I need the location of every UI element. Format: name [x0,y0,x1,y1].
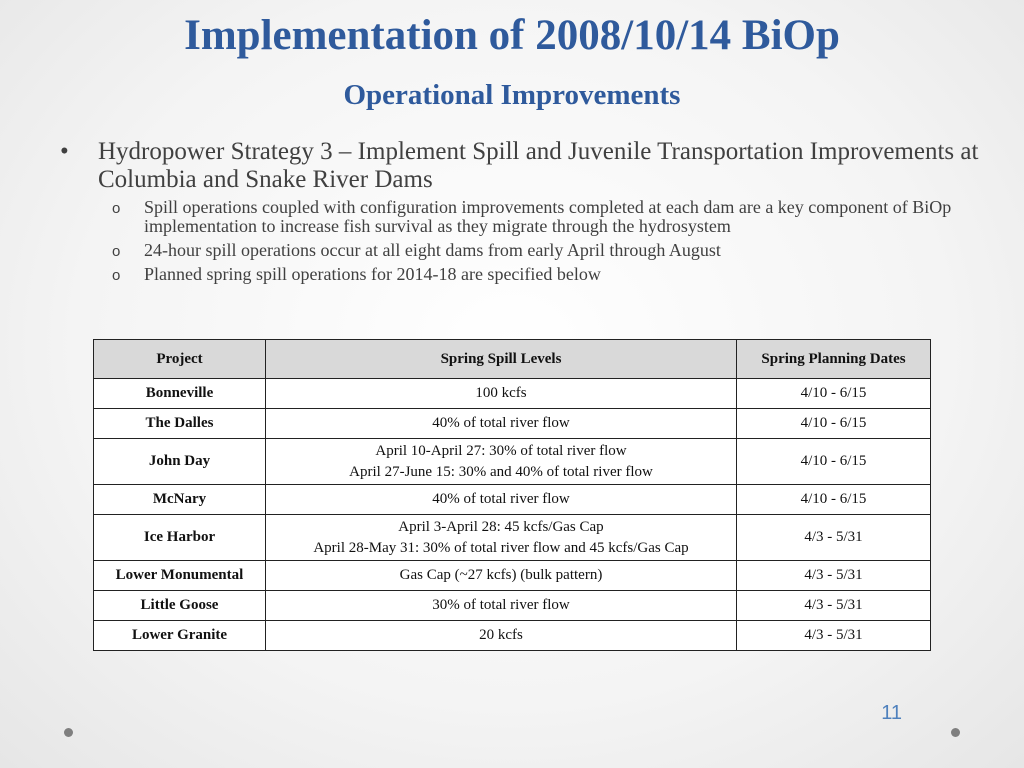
sub-bullet-text: Planned spring spill operations for 2014-18 are specified below [144,264,601,284]
sub-bullet [112,265,980,284]
sub-bullet-text: Spill operations coupled with configuration improvements completed at each dam are a key component of BiOp implementation to increase fish survival as they migrate through the hydrosystem [144,197,952,236]
header-spill-levels: Spring Spill Levels [266,340,737,379]
cell-spill-level [266,591,737,621]
bullet-marker: • [60,138,69,165]
cell-project: John Day [94,439,266,485]
corner-dot-left [64,728,73,737]
spill-level-line: Gas Cap (~27 kcfs) (bulk pattern) [399,567,603,583]
spill-level-line: 100 kcfs [475,385,527,401]
sub-bullet [112,241,980,260]
cell-spill-level [266,439,737,485]
cell-spill-level [266,485,737,515]
spill-level-line: April 28-May 31: 30% of total river flow and 45 kcfs/Gas Cap [313,539,689,556]
spill-level-line: 40% of total river flow [432,491,570,507]
spill-level-line: April 3-April 28: 45 kcfs/Gas Cap [398,518,604,535]
cell-dates: 4/10 - 6/15 [737,485,931,515]
sub-bullet-marker: o [112,200,121,217]
cell-spill-level [266,621,737,651]
cell-spill-level [266,561,737,591]
sub-bullet-marker: o [112,243,121,260]
corner-dot-right [951,728,960,737]
table-row [94,515,931,561]
spill-operations-table [93,339,931,651]
table-row [94,409,931,439]
spill-level-line: 30% of total river flow [432,597,570,613]
spill-level-line: 20 kcfs [479,627,523,643]
cell-project: Ice Harbor [94,515,266,561]
cell-spill-level [266,379,737,409]
cell-project: Lower Granite [94,621,266,651]
cell-project: McNary [94,485,266,515]
cell-spill-level [266,515,737,561]
main-bullet-text: Hydropower Strategy 3 – Implement Spill and Juvenile Transportation Improvements at Columbia and Snake River Dams [98,138,979,193]
sub-bullet [112,198,980,236]
cell-project: Little Goose [94,591,266,621]
spill-level-line: April 27-June 15: 30% and 40% of total river flow [349,463,653,480]
table-row [94,379,931,409]
cell-project: Lower Monumental [94,561,266,591]
cell-project: The Dalles [94,409,266,439]
cell-dates: 4/3 - 5/31 [737,591,931,621]
table-row [94,621,931,651]
cell-dates: 4/3 - 5/31 [737,561,931,591]
table-row [94,485,931,515]
slide-subtitle: Operational Improvements [343,79,681,111]
cell-dates: 4/10 - 6/15 [737,379,931,409]
table-row [94,591,931,621]
sub-bullet-text: 24-hour spill operations occur at all eight dams from early April through August [144,240,721,260]
header-planning-dates: Spring Planning Dates [737,340,931,379]
page-number: 11 [881,702,902,724]
spill-level-line: 40% of total river flow [432,415,570,431]
cell-dates: 4/3 - 5/31 [737,515,931,561]
cell-dates: 4/10 - 6/15 [737,439,931,485]
cell-dates: 4/10 - 6/15 [737,409,931,439]
sub-bullet-list [60,198,980,284]
spill-level-line: April 10-April 27: 30% of total river flow [375,442,627,459]
cell-project: Bonneville [94,379,266,409]
slide-title: Implementation of 2008/10/14 BiOp [184,12,840,59]
table-row [94,439,931,485]
table-header-row [94,340,931,379]
bullet-list [60,138,980,289]
sub-bullet-marker: o [112,267,121,284]
table-row [94,561,931,591]
main-bullet [60,138,980,194]
header-project: Project [94,340,266,379]
cell-spill-level [266,409,737,439]
cell-dates: 4/3 - 5/31 [737,621,931,651]
